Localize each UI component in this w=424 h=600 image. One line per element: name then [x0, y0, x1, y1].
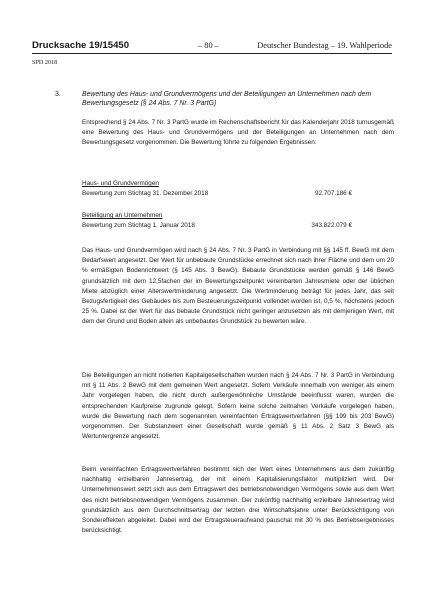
document-type: Drucksache 19/ [32, 40, 103, 51]
property-valuation-amount: 92.707.186 € [314, 190, 352, 197]
holdings-heading: Beteiligung an Unternehmen [82, 212, 163, 219]
property-valuation-label: Bewertung zum Stichtag 31. Dezember 2018 [82, 190, 209, 197]
intro-paragraph: Entsprechend § 24 Abs. 7 Nr. 3 PartG wurde im Rechenschaftsbericht für das Kalenderjahr 2018 turnusgemäß eine Bewertung des Haus- und Grundvermögens und der Beteiligungen an Unternehmen nach dem Bewertungsgesetz vorgenommen. Die Bewertung führte zu folgenden Ergebnissen: [82, 119, 394, 147]
earnings-paragraph: Beim vereinfachten Ertragswertverfahren bestimmt sich der Wert eines Unternehmens aus dem zukünftig nachhaltig erzielbaren Jahresertrag, der mit einem Kapitalisierungsfaktor multipliziert wird. Der Unternehmenswert setzt sich aus dem Ertragswert des betriebsnotwendigen Vermögens sowie aus dem Wert des nicht betriebsnotwendigen Vermögens zusammen. Der zukünftig nachhaltig erzielbare Jahresertrag wird grundsätzlich aus dem Durchschnittsertrag der letzten drei Wirtschaftsjahre unter Berücksichtigung von Sondereffekten abgeleitet. Dabei wird der Ertragsteueraufwand pauschal mit 30 % des Betriebsergebnisses berücksichtigt. [82, 466, 394, 535]
section-number: 3. [55, 91, 61, 98]
section-title: Bewertung des Haus- und Grundvermögens und der Beteiligungen an Unternehmen nach dem Bewertungsgesetz (§ 24 Abs. 7 Nr. 3 PartG) [82, 91, 372, 108]
property-paragraph: Das Haus- und Grundvermögen wird nach § 24 Abs. 7 Nr. 3 PartG in Verbindung mit §§ 145 ff. BewG mit dem Bedarfswert angesetzt. Der Wert für unbebaute Grundstücke errechnet sich nach ihrer Fläche und dem um 20 % ermäßigten Bodenrichtwert (§ 145 Abs. 3 BewG). Bebaute Grundstücke werden gemäß § 146 BewG grundsätzlich mit dem 12,5fachen der im Bewertungszeitpunkt vereinbarten Jahresmiete oder der üblichen Miete abzüglich einer Alterswertminderung angesetzt. Die Wertminderung beträgt für jedes Jahr, das seit Bezugsfertigkeit des Gebäudes bis zum Besteuerungszeitpunkt vollendet worden ist, 0,5 %, höchstens jedoch 25 %. Dabei ist der Wert für das bebaute Grundstück nicht geringer anzusetzen als mit demjenigen Wert, mit dem der Grund und Boden allein als unbebautes Grundstück zu bewerten wäre. [82, 247, 394, 326]
page-number: – 80 – [198, 41, 219, 50]
page-header [32, 41, 392, 54]
party-label: SPD 2018 [32, 59, 58, 66]
holdings-valuation-row [82, 222, 352, 231]
property-heading: Haus- und Grundvermögen [82, 180, 159, 187]
property-valuation-row [82, 190, 352, 199]
document-number: 15450 [102, 40, 130, 51]
holdings-valuation-label: Bewertung zum Stichtag 1. Januar 2018 [82, 222, 195, 229]
publisher-label: Deutscher Bundestag – 19. Wahlperiode [257, 41, 392, 50]
document-title [32, 40, 129, 51]
holdings-valuation-amount: 343.822.079 € [311, 222, 352, 229]
holdings-paragraph: Die Beteiligungen an nicht notierten Kapitalgesellschaften wurden nach § 24 Abs. 7 Nr. 3 PartG in Verbindung mit § 11 Abs. 2 BewG mit dem gemeinen Wert angesetzt. Sofern Verkäufe innerhalb von weniger als einem Jahr vorgelegen haben, die nicht durch außergewöhnliche Umstände beeinflusst waren, wurden die entsprechenden Kaufpreise zugrunde gelegt. Sofern keine solche zeitnahen Verkäufe vorgelegen haben, wurde die Bewertung nach dem sogenannten vereinfachten Ertragswertverfahren (§§ 199 bis 203 BewG) vorgenommen. Der Substanzwert einer Gesellschaft wurde gemäß § 11 Abs. 2 Satz 3 BewG als Wertuntergrenze angesetzt. [82, 372, 394, 441]
